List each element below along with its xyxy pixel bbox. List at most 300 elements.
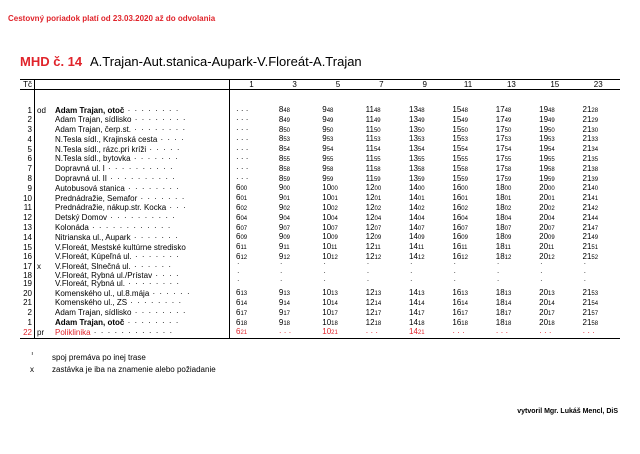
departure-time: 949 — [322, 115, 334, 124]
departure-time: 1159 — [365, 174, 381, 183]
departure-time: 1412 — [409, 252, 425, 261]
table-row — [20, 280, 620, 289]
departure-time: · · · — [533, 328, 576, 338]
leader-dots: · · · · · · · · — [124, 106, 180, 115]
departure-time: 1409 — [409, 233, 425, 242]
minutes: 53 — [283, 137, 291, 144]
departure-time: 1401 — [409, 194, 425, 203]
minutes: 54 — [591, 300, 599, 307]
stop-mark — [35, 175, 56, 185]
minutes: 00 — [331, 186, 338, 193]
departure-time: 1155 — [365, 154, 381, 163]
departure-time: 1748 — [495, 106, 512, 114]
minutes: 50 — [417, 127, 425, 134]
minutes: 53 — [373, 137, 381, 144]
minutes: 07 — [417, 225, 425, 232]
minutes: 21 — [240, 330, 248, 337]
departure-time: ⸯ — [452, 280, 457, 289]
minutes: 53 — [417, 137, 425, 144]
departure-time: · · · — [230, 165, 273, 175]
stop-mark — [35, 224, 56, 234]
minutes: 52 — [591, 254, 599, 261]
departure-time: 1758 — [495, 164, 512, 173]
minutes: 55 — [326, 156, 334, 163]
departure-time: ⸯ — [322, 280, 327, 289]
departure-time: 1359 — [409, 174, 425, 183]
minutes: 40 — [591, 186, 599, 193]
departure-time: ⸯ — [322, 271, 327, 280]
departure-time: · · · — [230, 126, 273, 136]
leader-dots: · · · · · · · · · · · · — [90, 328, 174, 337]
minutes: 00 — [417, 186, 425, 193]
minutes: 11 — [417, 245, 425, 252]
minutes: 12 — [548, 254, 555, 261]
minutes: 14 — [240, 300, 248, 307]
minutes: 58 — [461, 166, 468, 173]
minutes: 18 — [417, 320, 425, 327]
minutes: 18 — [331, 320, 338, 327]
minutes: 11 — [240, 245, 247, 252]
stop-name-text: Adam Trajan, sídlisko — [55, 308, 132, 318]
stop-name-text: Kolonáda — [55, 223, 89, 233]
departure-time: ⸯ — [278, 280, 284, 289]
departure-time: 1548 — [452, 106, 468, 114]
stop-name — [55, 214, 230, 224]
departure-time: 2149 — [582, 233, 599, 242]
minutes: 49 — [548, 117, 555, 124]
stop-name — [55, 263, 230, 272]
stop-name — [55, 135, 230, 145]
minutes: 11 — [331, 245, 338, 252]
spacer — [20, 90, 35, 107]
minutes: 53 — [548, 137, 555, 144]
minutes: 50 — [461, 127, 468, 134]
departure-time: 1007 — [322, 223, 338, 232]
departure-time: ⸯ — [230, 263, 273, 272]
stop-number: 3 — [20, 126, 35, 136]
departure-time: 1018 — [322, 318, 338, 327]
trip-number: 15 — [533, 80, 576, 90]
minutes: 50 — [326, 127, 334, 134]
departure-time: 1617 — [452, 308, 468, 317]
spacer — [316, 90, 359, 107]
departure-time: 2002 — [539, 203, 555, 212]
stop-name-text: Dopravná ul. II — [55, 174, 108, 184]
departure-time: 1817 — [495, 308, 512, 317]
departure-time: 611 — [230, 243, 273, 253]
stop-mark: od — [37, 106, 46, 115]
departure-time: 2138 — [582, 164, 599, 173]
leader-dots: · · · · · · · · · · — [104, 164, 174, 174]
minutes: 04 — [283, 215, 291, 222]
departure-time: 1618 — [452, 318, 468, 327]
table-row — [20, 319, 620, 329]
minutes: 17 — [504, 310, 512, 317]
departure-time: 2142 — [582, 203, 599, 212]
minutes: 17 — [374, 310, 382, 317]
departure-time: 853 — [278, 135, 291, 144]
stop-number: 14 — [20, 233, 35, 243]
table-row — [20, 263, 620, 272]
departure-time: 2017 — [539, 308, 555, 317]
departure-time: 1813 — [495, 289, 512, 298]
stop-name-text: Adam Trajan, sídlisko — [55, 115, 132, 125]
departure-time: 607 — [230, 224, 273, 234]
minutes: 14 — [417, 300, 425, 307]
minutes: 09 — [331, 235, 338, 242]
table-row — [20, 116, 620, 126]
departure-time: 600 — [230, 184, 273, 194]
departure-time: 1802 — [495, 203, 512, 212]
minutes: 42 — [591, 205, 599, 212]
departure-time: 1807 — [495, 223, 512, 232]
minutes: 00 — [283, 186, 291, 193]
mark-header — [35, 80, 56, 90]
minutes: 58 — [283, 166, 291, 173]
departure-time: ⸯ — [582, 271, 588, 280]
departure-time: 2014 — [539, 298, 555, 307]
minutes: 21 — [331, 330, 338, 337]
minutes: 17 — [240, 310, 248, 317]
minutes: 02 — [374, 205, 382, 212]
minutes: 02 — [331, 205, 338, 212]
departure-time: 1358 — [409, 164, 425, 173]
stop-number: 20 — [20, 289, 35, 299]
minutes: 53 — [504, 137, 512, 144]
departure-time: 1201 — [365, 194, 382, 203]
minutes: 29 — [591, 117, 599, 124]
minutes: 59 — [283, 176, 291, 183]
route-title: A.Trajan-Aut.stanica-Aupark-V.Floreát-A.Trajan — [90, 54, 362, 69]
leader-dots: · · · · · · · — [131, 252, 180, 262]
minutes: 54 — [417, 147, 425, 154]
departure-time: 1955 — [539, 154, 555, 163]
minutes: 07 — [331, 225, 338, 232]
minutes: 48 — [461, 108, 468, 114]
minutes: 01 — [283, 196, 291, 203]
minutes: 55 — [373, 156, 381, 163]
departure-time: 614 — [230, 299, 273, 309]
stop-number: 1 — [20, 106, 35, 116]
stop-mark — [35, 204, 56, 214]
minutes: 34 — [591, 147, 599, 154]
departure-time: 1004 — [322, 213, 338, 222]
stop-name — [55, 289, 230, 299]
minutes: 14 — [461, 300, 468, 307]
stop-name — [55, 175, 230, 185]
departure-time: ⸯ — [409, 271, 414, 280]
minutes: 53 — [461, 137, 468, 144]
departure-time: 849 — [278, 115, 291, 124]
departure-time: ⸯ — [539, 280, 544, 289]
departure-time: 2012 — [539, 252, 555, 261]
route-number: MHD č. 14 — [20, 54, 83, 69]
stop-number: 18 — [20, 272, 35, 281]
minutes: 59 — [373, 176, 381, 183]
spacer — [403, 90, 446, 107]
minutes: 33 — [591, 137, 599, 144]
trip-number: 7 — [360, 80, 403, 90]
leader-dots: · · · · · · · · — [131, 125, 187, 135]
minutes: 53 — [326, 137, 334, 144]
minutes: 12 — [283, 254, 291, 261]
departure-time: 1609 — [452, 233, 468, 242]
departure-time: 2007 — [539, 223, 555, 232]
table-row — [20, 184, 620, 194]
departure-time: 2011 — [539, 243, 555, 252]
stop-number: 16 — [20, 253, 35, 263]
departure-time: 1800 — [495, 184, 512, 193]
minutes: 54 — [326, 147, 334, 154]
minutes: 17 — [461, 310, 468, 317]
leader-dots: · · · · · · · · — [124, 318, 180, 328]
minutes: 54 — [373, 147, 381, 154]
table-row — [20, 299, 620, 309]
departure-time: 2004 — [539, 213, 555, 222]
stop-mark — [35, 299, 56, 309]
departure-time: 2133 — [582, 135, 599, 144]
departure-time: 1554 — [452, 145, 468, 154]
minutes: 04 — [240, 215, 248, 222]
table-row — [20, 126, 620, 136]
stop-number: 17 — [20, 263, 35, 272]
table-row — [20, 272, 620, 281]
departure-time: ⸯ — [365, 280, 371, 289]
departure-time: · · · — [273, 328, 316, 338]
minutes: 04 — [504, 215, 512, 222]
departure-time: 1614 — [452, 298, 468, 307]
departure-time: 1601 — [452, 194, 468, 203]
stop-name — [55, 155, 230, 165]
stop-name — [55, 309, 230, 319]
minutes: 50 — [504, 127, 512, 134]
departure-time: · · · — [230, 106, 273, 116]
departure-time: · · · — [230, 135, 273, 145]
departure-time: 858 — [278, 164, 291, 173]
minutes: 07 — [240, 225, 248, 232]
stop-name — [55, 165, 230, 175]
departure-time: 1750 — [495, 125, 512, 134]
table-row — [20, 165, 620, 175]
stop-mark — [35, 289, 56, 299]
minutes: 13 — [417, 291, 425, 298]
departure-time: · · · — [230, 155, 273, 165]
departure-time: 918 — [278, 318, 291, 327]
departure-time: 1749 — [495, 115, 512, 124]
departure-time: 914 — [278, 298, 291, 307]
stop-number: 21 — [20, 299, 35, 309]
stop-mark — [35, 272, 56, 281]
departure-time: 859 — [278, 174, 291, 183]
spacer — [35, 90, 56, 107]
departure-time: 1158 — [365, 164, 381, 173]
departure-time: 1207 — [365, 223, 382, 232]
stop-name-text: Adam Trajan, čerp.st. — [55, 125, 132, 135]
table-row — [20, 328, 620, 338]
minutes: 54 — [283, 147, 291, 154]
departure-time: ⸯ — [452, 271, 457, 280]
spacer — [273, 90, 316, 107]
departure-time: 1153 — [365, 135, 381, 144]
minutes: 02 — [461, 205, 468, 212]
minutes: 12 — [417, 254, 425, 261]
stop-name-text: N.Tesla sídl., bytovka — [55, 154, 131, 164]
stop-mark — [35, 165, 56, 175]
minutes: 02 — [417, 205, 425, 212]
trip-number: 3 — [273, 80, 316, 90]
legend-symbol: x — [30, 365, 34, 374]
departure-time: 1809 — [495, 233, 512, 242]
stop-name — [55, 184, 230, 194]
minutes: 59 — [461, 176, 468, 183]
stop-mark — [35, 280, 56, 289]
minutes: 55 — [548, 156, 555, 163]
minutes: 18 — [240, 320, 248, 327]
departure-time: 609 — [230, 233, 273, 243]
stop-name-text: Poliklinika — [55, 328, 91, 337]
departure-time: ⸯ — [365, 271, 371, 280]
stop-name-text: Prednádražie, Semafor — [55, 194, 138, 203]
minutes: 00 — [240, 186, 248, 193]
departure-time: 1418 — [409, 318, 425, 327]
minutes: 00 — [548, 186, 555, 193]
departure-time: ⸯ — [322, 262, 327, 271]
minutes: 04 — [331, 215, 338, 222]
departure-time: 1021 — [316, 328, 359, 338]
stop-name — [55, 280, 230, 289]
minutes: 04 — [374, 215, 382, 222]
minutes: 09 — [283, 235, 291, 242]
departure-time: 601 — [230, 194, 273, 204]
departure-time: 950 — [322, 125, 334, 134]
minutes: 28 — [591, 108, 599, 114]
departure-time: 848 — [278, 106, 291, 114]
legend-text: zastávka je iba na znamenie alebo požiadanie — [52, 365, 216, 374]
minutes: 01 — [548, 196, 555, 203]
departure-time: ⸯ — [452, 262, 457, 271]
minutes: 02 — [283, 205, 291, 212]
departure-time: 2139 — [582, 174, 599, 183]
minutes: 09 — [417, 235, 425, 242]
minutes: 48 — [283, 108, 291, 114]
departure-time: 2158 — [582, 318, 599, 327]
departure-time: 2130 — [582, 125, 599, 134]
stop-number: 5 — [20, 145, 35, 155]
stop-number: 8 — [20, 175, 35, 185]
minutes: 02 — [240, 205, 248, 212]
departure-time: 604 — [230, 214, 273, 224]
minutes: 54 — [504, 147, 512, 154]
minutes: 57 — [591, 310, 599, 317]
stop-number: 19 — [20, 280, 35, 289]
stop-mark — [35, 243, 56, 253]
minutes: 02 — [548, 205, 555, 212]
timetable — [20, 79, 620, 339]
departure-time: 1550 — [452, 125, 468, 134]
departure-time: 1202 — [365, 203, 382, 212]
departure-time: ⸯ — [539, 271, 544, 280]
departure-time: 1948 — [539, 106, 555, 114]
departure-time: 1204 — [365, 213, 382, 222]
trip-number: 9 — [403, 80, 446, 90]
departure-time: 2134 — [582, 145, 599, 154]
departure-time: 1217 — [365, 308, 382, 317]
minutes: 49 — [591, 235, 599, 242]
stop-number: 2 — [20, 116, 35, 126]
stop-name — [55, 243, 230, 253]
departure-time: · · · — [490, 328, 533, 338]
departure-time: 1349 — [409, 115, 425, 124]
minutes: 11 — [283, 245, 290, 252]
minutes: 02 — [504, 205, 512, 212]
stop-number: 9 — [20, 184, 35, 194]
minutes: 14 — [374, 300, 382, 307]
minutes: 14 — [548, 300, 555, 307]
departure-time: 2001 — [539, 194, 555, 203]
stop-number: 12 — [20, 214, 35, 224]
minutes: 14 — [283, 300, 291, 307]
leader-dots: · · · — [166, 203, 187, 213]
header-row — [20, 80, 620, 90]
departure-time: 913 — [278, 289, 291, 298]
minutes: 50 — [548, 127, 555, 134]
departure-time: 1804 — [495, 213, 512, 222]
departure-time: 1611 — [452, 243, 468, 252]
minutes: 58 — [326, 166, 334, 173]
departure-time: 1612 — [452, 252, 468, 261]
departure-time: 901 — [278, 194, 291, 203]
stop-name — [55, 299, 230, 309]
stop-name — [55, 116, 230, 126]
stop-mark — [35, 309, 56, 319]
legend-symbol: ⸯ — [30, 353, 35, 362]
table-row — [20, 194, 620, 204]
stop-mark — [35, 116, 56, 126]
departure-time: ⸯ — [278, 262, 284, 271]
minutes: 13 — [283, 291, 291, 298]
stop-name-text: V.Floreát, Rybná ul. — [55, 280, 125, 289]
minutes: 18 — [461, 320, 468, 327]
route-header — [20, 54, 362, 69]
minutes: 48 — [504, 108, 512, 114]
departure-time: 1148 — [365, 106, 381, 114]
minutes: 07 — [283, 225, 291, 232]
departure-time: 1954 — [539, 145, 555, 154]
departure-time: ⸯ — [495, 271, 501, 280]
departure-time: · · · — [230, 116, 273, 126]
minutes: 58 — [417, 166, 425, 173]
stop-name — [55, 328, 230, 338]
minutes: 49 — [326, 117, 334, 124]
departure-time: ⸯ — [539, 262, 544, 271]
departure-time: ⸯ — [230, 280, 273, 289]
leader-dots: · · · · · · — [149, 289, 191, 298]
spacer — [360, 90, 403, 107]
departure-time: 1353 — [409, 135, 425, 144]
minutes: 01 — [417, 196, 425, 203]
departure-time: 1754 — [495, 145, 512, 154]
minutes: 12 — [461, 254, 468, 261]
minutes: 21 — [417, 330, 425, 337]
minutes: 13 — [331, 291, 338, 298]
minutes: 12 — [374, 254, 382, 261]
minutes: 30 — [591, 127, 599, 134]
departure-time: 1355 — [409, 154, 425, 163]
stop-mark — [35, 319, 56, 329]
departure-time: · · · — [230, 145, 273, 155]
departure-time: 2151 — [582, 243, 599, 252]
stop-mark: x — [37, 262, 41, 271]
